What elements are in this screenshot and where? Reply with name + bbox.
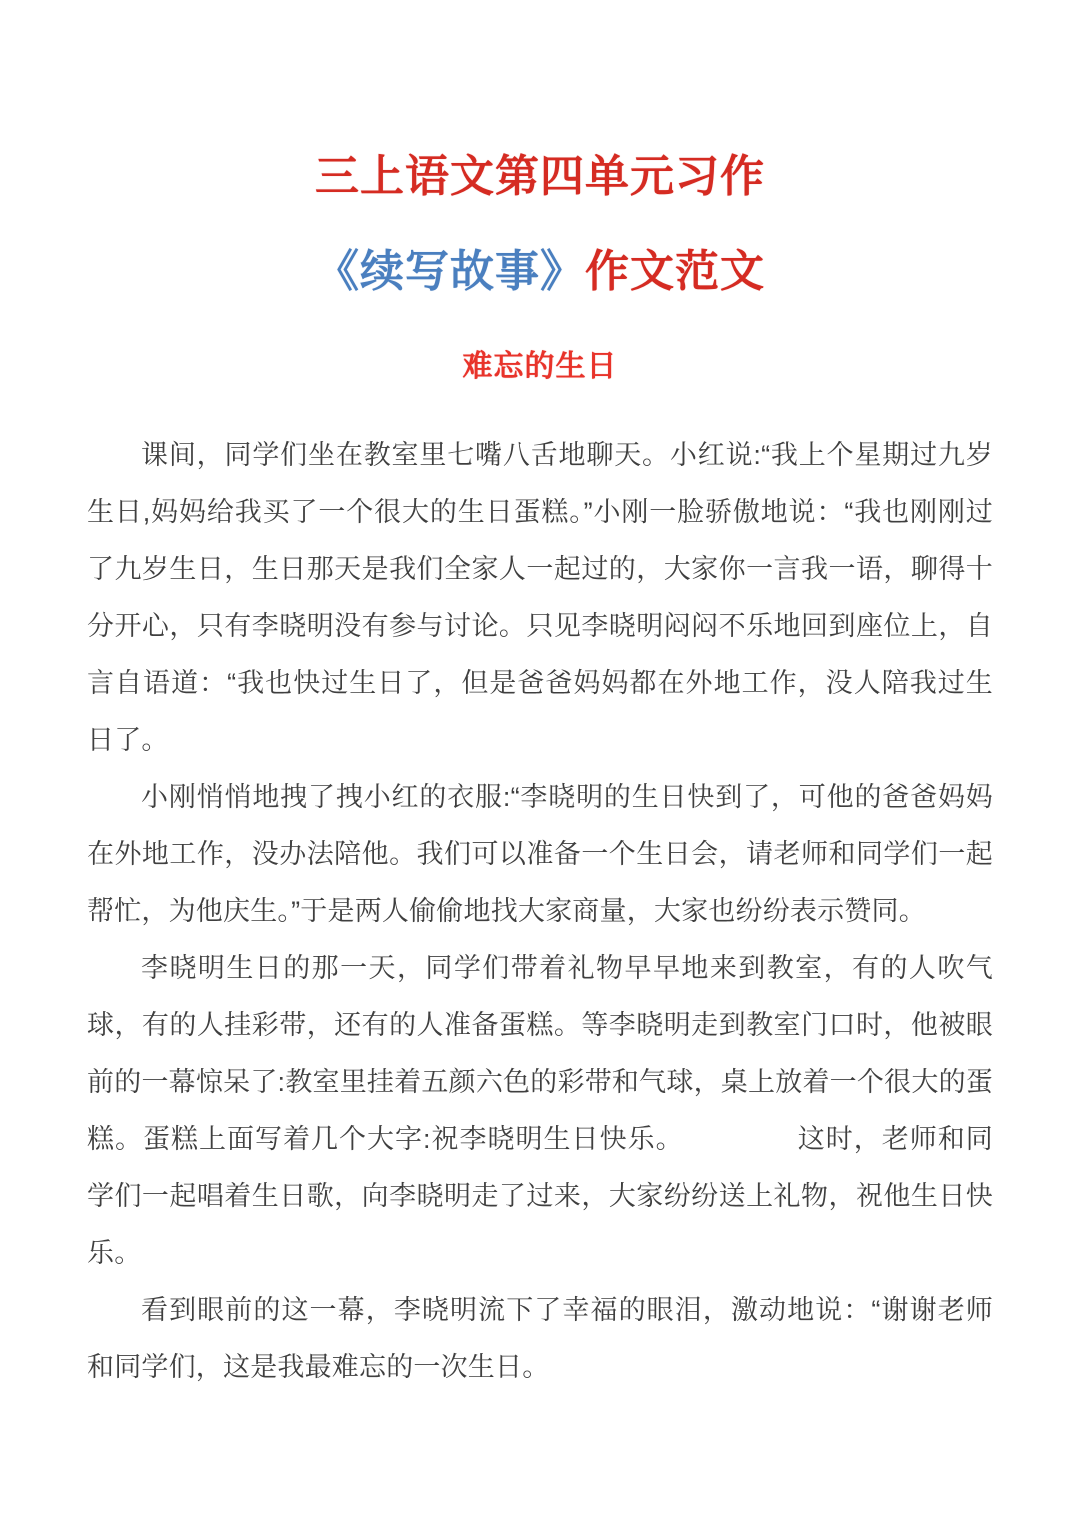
paragraph-3-part-b: 这时，老师和同学们一起唱着生日歌，向李晓明走了过来，大家纷纷送上礼物，祝他生日快乐。 [87,1124,993,1269]
essay-body [87,385,993,1396]
paragraph-1: 课间，同学们坐在教室里七嘴八舌地聊天。小红说:“我上个星期过九岁生日,妈妈给我买了一个很大的生日蛋糕。”小刚一脸骄傲地说：“我也刚刚过了九岁生日，生日那天是我们全家人一起过的，大家你一言我一语，聊得十分开心，只有李晓明没有参与讨论。只见李晓明闷闷不乐地回到座位上，自言自语道：“我也快过生日了，但是爸爸妈妈都在外地工作，没人陪我过生日了。 [87,440,993,756]
paragraph-3-part-a: 李晓明生日的那一天，同学们带着礼物早早地来到教室，有的人吹气球，有的人挂彩带，还有的人准备蛋糕。等李晓明走到教室门口时，他被眼前的一幕惊呆了:教室里挂着五颜六色的彩带和气球，桌上放着一个很大的蛋糕。蛋糕上面写着几个大字:祝李晓明生日快乐。 [87,953,993,1155]
subtitle-tail-text: 作文范文 [585,246,765,296]
subtitle-bracket-text: 《续写故事》 [315,246,585,296]
page-title: 三上语文第四单元习作 [315,152,765,201]
paragraph-3 [87,940,993,1282]
essay-heading: 难忘的生日 [462,350,618,384]
paragraph-4: 看到眼前的这一幕，李晓明流下了幸福的眼泪，激动地说：“谢谢老师和同学们，这是我最难忘的一次生日。 [87,1295,993,1383]
paragraph-2: 小刚悄悄地拽了拽小红的衣服:“李晓明的生日快到了，可他的爸爸妈妈在外地工作，没办法陪他。我们可以准备一个生日会，请老师和同学们一起帮忙，为他庆生。”于是两人偷偷地找大家商量，大家也纷纷表示赞同。 [87,782,993,927]
document-subtitle [0,203,1080,298]
title-block [0,0,1080,385]
